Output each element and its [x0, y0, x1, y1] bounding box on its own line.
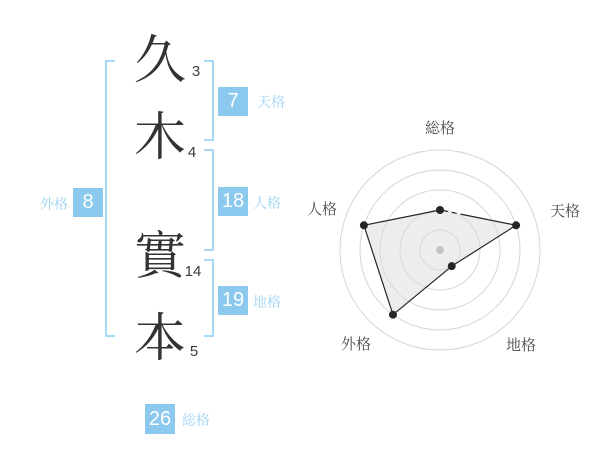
soukaku-score: 26 [145, 404, 175, 434]
chikaku-label: 地格 [253, 294, 281, 310]
name-character-4: 本 [133, 310, 186, 368]
radar-axis-soukaku: 総格 [424, 120, 455, 137]
stroke-count-3: 14 [184, 263, 202, 280]
jinkaku-label: 人格 [253, 195, 281, 211]
radar-center-dot [436, 246, 444, 254]
radar-axis-chikaku: 地格 [505, 337, 536, 354]
stroke-count-1: 3 [191, 63, 201, 80]
gaikaku-bracket [105, 60, 115, 337]
radar-point [448, 262, 456, 270]
radar-axis-gaikaku: 外格 [340, 336, 371, 353]
chikaku-bracket [204, 259, 214, 337]
radar-chart [330, 140, 550, 360]
jinkaku-score: 18 [218, 187, 248, 216]
radar-point [360, 221, 368, 229]
radar-area [364, 210, 516, 315]
name-character-1: 久 [133, 32, 186, 90]
name-character-3: 實 [133, 228, 186, 286]
gaikaku-score: 8 [73, 188, 103, 217]
jinkaku-bracket [204, 149, 214, 251]
radar-point [389, 311, 397, 319]
radar-axis-tenkaku: 天格 [549, 203, 580, 220]
tenkaku-score: 7 [218, 87, 248, 116]
name-character-2: 木 [133, 109, 186, 167]
tenkaku-bracket [204, 60, 214, 141]
radar-point [512, 221, 520, 229]
stroke-count-2: 4 [187, 144, 197, 161]
tenkaku-label: 天格 [257, 94, 285, 110]
soukaku-label: 総格 [182, 412, 210, 428]
gaikaku-label: 外格 [40, 196, 68, 212]
chikaku-score: 19 [218, 286, 248, 315]
stroke-count-4: 5 [189, 343, 199, 360]
radar-point [436, 206, 444, 214]
radar-axis-jinkaku: 人格 [306, 201, 337, 218]
